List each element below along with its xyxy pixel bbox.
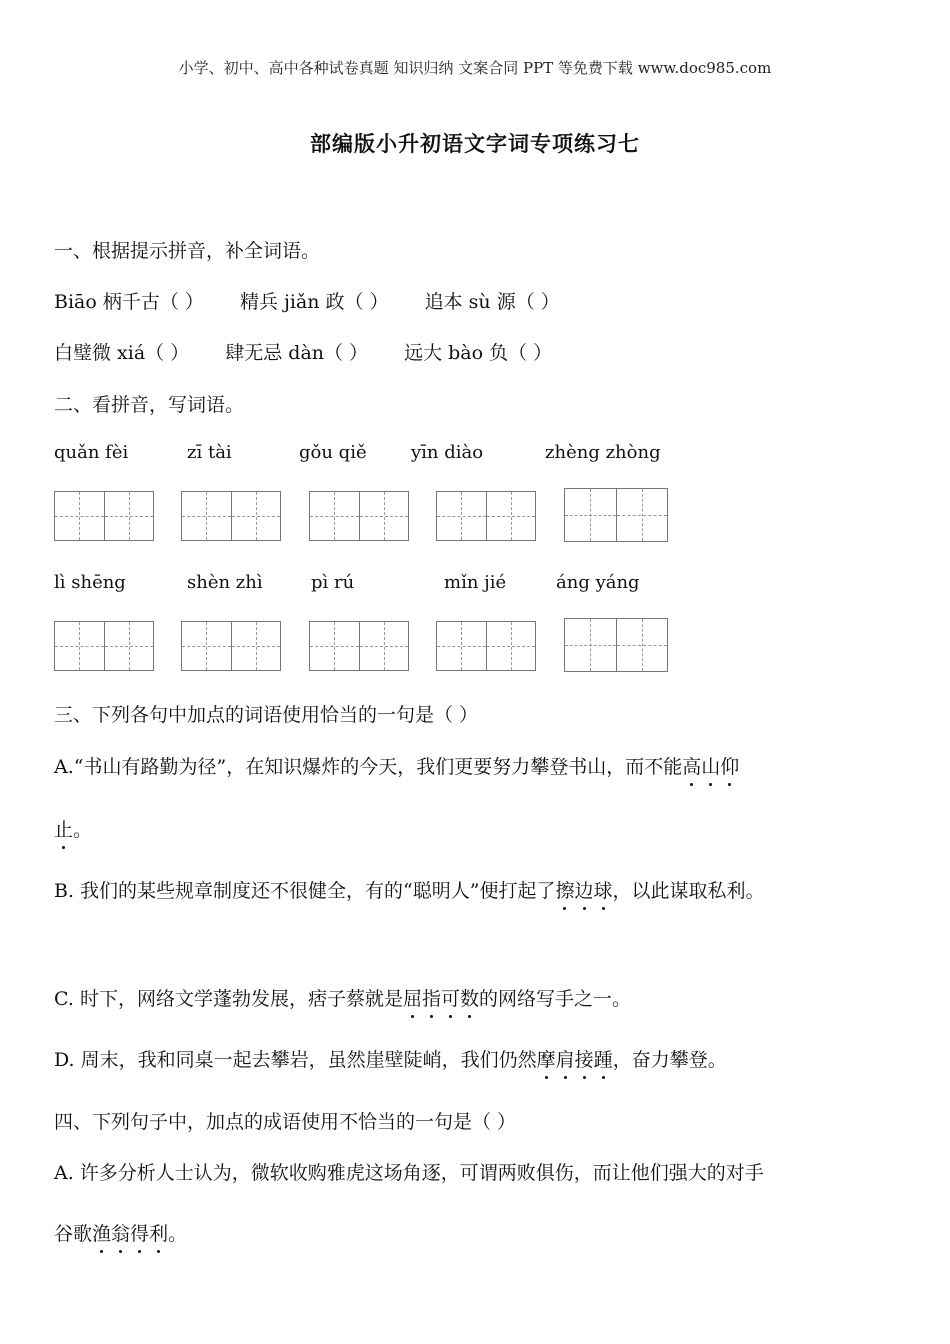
dotted-char: 翁 — [111, 1219, 130, 1246]
page-title: 部编版小升初语文字词专项练习七 — [310, 131, 640, 156]
s1-item-2: 精兵 jiǎn 政（ ） — [239, 291, 389, 313]
dotted-char: 可 — [441, 984, 460, 1011]
pinyin-label: lì shēng — [54, 572, 126, 593]
writing-grid[interactable] — [309, 491, 409, 541]
dotted-char: 接 — [575, 1045, 594, 1072]
section-4-heading: 四、下列句子中，加点的成语使用不恰当的一句是（ ） — [54, 1111, 517, 1133]
s1-item-4: 白璧微 xiá（ ） — [54, 342, 190, 364]
option-text: 。 — [168, 1223, 188, 1245]
option-text: ，以此谋取私利。 — [612, 880, 765, 902]
s1-item-6: 远大 bào 负（ ） — [404, 342, 553, 364]
writing-grid[interactable] — [54, 621, 154, 671]
dotted-word — [555, 880, 612, 902]
dotted-char: 擦 — [555, 876, 574, 903]
writing-grid[interactable] — [181, 491, 281, 541]
dotted-char: 高 — [682, 752, 701, 779]
section-3-heading: 三、下列各句中加点的词语使用恰当的一句是（ ） — [54, 704, 479, 726]
option-a-line-1 — [54, 752, 739, 779]
pinyin-label: zī tài — [187, 442, 232, 463]
dotted-word — [682, 756, 739, 778]
s4-option-a-line-1: A. 许多分析人士认为，微软收购雅虎这场角逐，可谓两败俱伤，而让他们强大的对手 — [54, 1162, 764, 1184]
dotted-word — [92, 1223, 168, 1245]
writing-grid[interactable] — [564, 488, 668, 542]
dotted-char: 肩 — [556, 1045, 575, 1072]
dotted-char: 山 — [701, 752, 720, 779]
option-c — [54, 984, 631, 1011]
dotted-char: 数 — [460, 984, 479, 1011]
option-text: 谷歌 — [54, 1223, 93, 1245]
pinyin-label: áng yáng — [556, 572, 640, 593]
s1-item-3: 追本 sù 源（ ） — [424, 291, 560, 313]
writing-grid[interactable] — [309, 621, 409, 671]
pinyin-label: yīn diào — [411, 442, 484, 463]
option-text: 。 — [73, 819, 93, 841]
section-1-row-1 — [54, 287, 560, 314]
s1-item-5: 肆无忌 dàn（ ） — [225, 342, 369, 364]
dotted-word — [537, 1049, 613, 1071]
s4-option-a-line-2 — [54, 1219, 187, 1246]
writing-grid[interactable] — [436, 621, 536, 671]
option-a-line-2 — [54, 815, 92, 842]
section-1-row-2 — [54, 338, 552, 365]
option-text: A.“书山有路勤为径”，在知识爆炸的今天，我们更要努力攀登书山，而不能 — [54, 756, 683, 778]
dotted-char: 球 — [594, 876, 613, 903]
dotted-char: 利 — [149, 1219, 168, 1246]
option-d — [54, 1045, 727, 1072]
page-header: 小学、初中、高中各种试卷真题 知识归纳 文案合同 PPT 等免费下载 www.doc985.com — [178, 59, 772, 77]
dotted-word — [54, 819, 73, 841]
writing-grid[interactable] — [436, 491, 536, 541]
dotted-char: 渔 — [92, 1219, 111, 1246]
option-text: C. 时下，网络文学蓬勃发展，痞子蔡就是 — [54, 988, 403, 1010]
writing-grid[interactable] — [564, 618, 668, 672]
dotted-char: 边 — [575, 876, 594, 903]
dotted-char: 屈 — [403, 984, 422, 1011]
writing-grid[interactable] — [54, 491, 154, 541]
dotted-char: 仰 — [720, 752, 739, 779]
section-1-heading: 一、根据提示拼音，补全词语。 — [54, 240, 321, 262]
pinyin-label: quǎn fèi — [54, 442, 129, 463]
pinyin-label: pì rú — [311, 572, 355, 593]
writing-grid[interactable] — [181, 621, 281, 671]
pinyin-label: gǒu qiě — [299, 442, 367, 463]
pinyin-label: zhèng zhòng — [545, 442, 661, 463]
option-text: 的网络写手之一。 — [479, 988, 632, 1010]
option-text: D. 周末，我和同桌一起去攀岩，虽然崖壁陡峭，我们仍然 — [54, 1049, 537, 1071]
s1-item-1: Biāo 柄千古（ ） — [54, 291, 204, 313]
dotted-char: 摩 — [537, 1045, 556, 1072]
option-text: ，奋力攀登。 — [612, 1049, 727, 1071]
dotted-char: 踵 — [594, 1045, 613, 1072]
dotted-char: 指 — [422, 984, 441, 1011]
option-text: B. 我们的某些规章制度还不很健全，有的“聪明人”便打起了 — [54, 880, 556, 902]
dotted-char: 止 — [54, 815, 73, 842]
dotted-char: 得 — [130, 1219, 149, 1246]
pinyin-label: mǐn jié — [444, 572, 507, 593]
dotted-word — [403, 988, 479, 1010]
pinyin-label: shèn zhì — [187, 572, 263, 593]
section-2-heading: 二、看拼音，写词语。 — [54, 394, 245, 416]
option-b — [54, 876, 765, 903]
